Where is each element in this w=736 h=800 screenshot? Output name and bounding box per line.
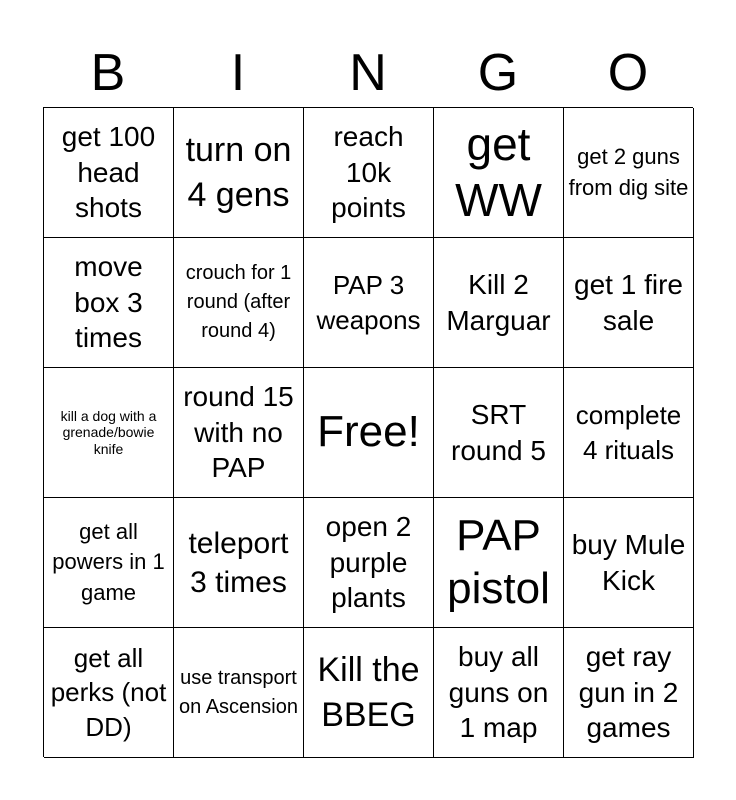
bingo-cell[interactable] bbox=[434, 238, 564, 368]
header-letter-o: O bbox=[607, 44, 649, 102]
bingo-cell[interactable] bbox=[304, 238, 434, 368]
header-letter-i: I bbox=[230, 44, 246, 102]
cell-text: crouch for 1 round (after round 4) bbox=[185, 262, 292, 342]
bingo-cell[interactable] bbox=[174, 238, 304, 368]
bingo-cell[interactable] bbox=[434, 368, 564, 498]
bingo-cell[interactable] bbox=[564, 628, 694, 758]
cell-text: open 2 purple plants bbox=[325, 510, 412, 614]
cell-text: turn on 4 gens bbox=[185, 131, 292, 214]
bingo-cell[interactable] bbox=[304, 628, 434, 758]
bingo-cell[interactable] bbox=[434, 628, 564, 758]
cell-text: SRT round 5 bbox=[451, 398, 546, 466]
bingo-header bbox=[43, 38, 693, 108]
cell-text: teleport 3 times bbox=[188, 526, 289, 599]
bingo-cell[interactable] bbox=[564, 238, 694, 368]
bingo-cell[interactable] bbox=[434, 108, 564, 238]
cell-text: kill a dog with a grenade/bowie knife bbox=[60, 408, 157, 457]
bingo-cell[interactable] bbox=[174, 368, 304, 498]
bingo-cell[interactable] bbox=[434, 498, 564, 628]
free-space-cell[interactable] bbox=[304, 368, 434, 498]
bingo-cell[interactable] bbox=[44, 628, 174, 758]
cell-text: get WW bbox=[455, 118, 542, 226]
cell-text: buy all guns on 1 map bbox=[448, 640, 549, 744]
bingo-cell[interactable] bbox=[174, 628, 304, 758]
bingo-cell[interactable] bbox=[304, 498, 434, 628]
bingo-board bbox=[43, 107, 693, 757]
bingo-cell[interactable] bbox=[174, 498, 304, 628]
bingo-cell[interactable] bbox=[174, 108, 304, 238]
cell-text: get 1 fire sale bbox=[574, 268, 683, 336]
header-letter-n: N bbox=[349, 44, 387, 102]
cell-text: Kill 2 Marguar bbox=[446, 268, 551, 336]
cell-text: reach 10k points bbox=[331, 120, 406, 224]
cell-text: get 100 head shots bbox=[61, 120, 156, 224]
cell-text: move box 3 times bbox=[74, 250, 143, 354]
header-letter-g: G bbox=[477, 44, 519, 102]
bingo-cell[interactable] bbox=[564, 108, 694, 238]
cell-text: use transport on Ascension bbox=[179, 666, 298, 718]
cell-text: Kill the BBEG bbox=[317, 651, 420, 734]
bingo-cell[interactable] bbox=[564, 498, 694, 628]
cell-text: get 2 guns from dig site bbox=[568, 144, 689, 200]
bingo-cell[interactable] bbox=[564, 368, 694, 498]
cell-text: get ray gun in 2 games bbox=[578, 640, 679, 744]
bingo-cell[interactable] bbox=[304, 108, 434, 238]
cell-text: PAP 3 weapons bbox=[316, 270, 421, 335]
cell-text: round 15 with no PAP bbox=[183, 380, 294, 484]
free-space-text: Free! bbox=[317, 407, 420, 457]
cell-text: complete 4 rituals bbox=[575, 400, 682, 465]
cell-text: buy Mule Kick bbox=[571, 528, 686, 596]
header-letter-b: B bbox=[90, 44, 126, 102]
bingo-cell[interactable] bbox=[44, 238, 174, 368]
cell-text: get all powers in 1 game bbox=[52, 518, 165, 605]
cell-text: PAP pistol bbox=[447, 510, 550, 613]
bingo-cell[interactable] bbox=[44, 368, 174, 498]
bingo-cell[interactable] bbox=[44, 108, 174, 238]
cell-text: get all perks (not DD) bbox=[50, 643, 167, 742]
bingo-cell[interactable] bbox=[44, 498, 174, 628]
